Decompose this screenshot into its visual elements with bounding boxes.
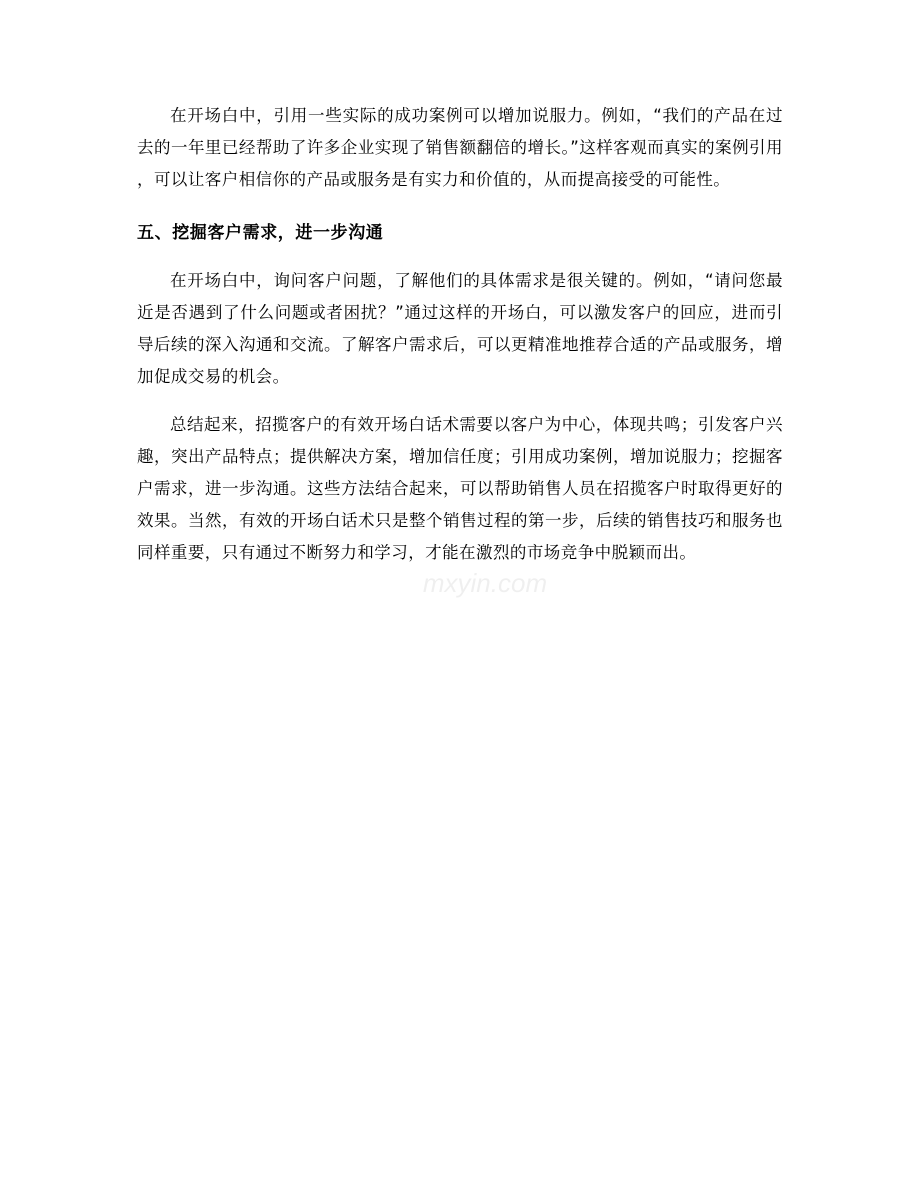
section-heading: 五、挖掘客户需求，进一步沟通 <box>137 223 384 243</box>
paragraph-success-cases: 在开场白中，引用一些实际的成功案例可以增加说服力。例如，“我们的产品在过去的一年里已经帮助了许多企业实现了销售额翻倍的增长。”这样客观而真实的案例引用，可以让客户相信你的产品或服务是有实力和价值的，从而提高接受的可能性。 <box>137 106 783 189</box>
paragraph-summary: 总结起来，招揽客户的有效开场白话术需要以客户为中心，体现共鸣；引发客户兴趣，突出产品特点；提供解决方案，增加信任度；引用成功案例，增加说服力；挖掘客户需求，进一步沟通。这些方法结合起来，可以帮助销售人员在招揽客户时取得更好的效果。当然，有效的开场白话术只是整个销售过程的第一步，后续的销售技巧和服务也同样重要，只有通过不断努力和学习，才能在激烈的市场竞争中脱颖而出。 <box>137 415 783 562</box>
document-body <box>137 100 783 585</box>
watermark-text: mxyin.com <box>422 568 548 598</box>
paragraph-customer-needs: 在开场白中，询问客户问题，了解他们的具体需求是很关键的。例如，“请问您最近是否遇到了什么问题或者困扰？”通过这样的开场白，可以激发客户的回应，进而引导后续的深入沟通和交流。了解客户需求后，可以更精准地推荐合适的产品或服务，增加促成交易的机会。 <box>137 271 783 386</box>
